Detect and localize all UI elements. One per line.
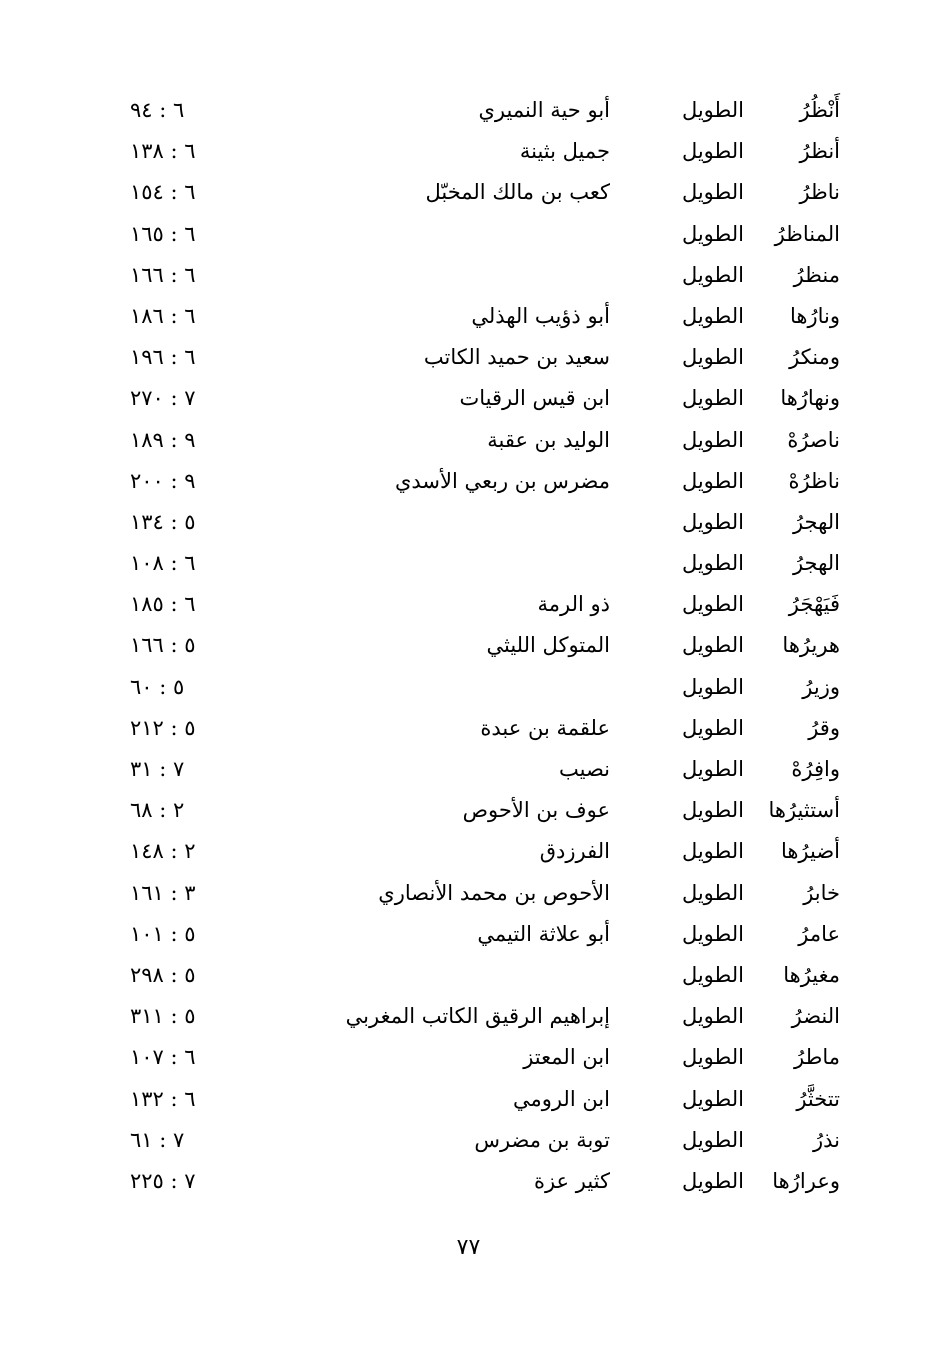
meter-name: الطويل: [681, 386, 744, 411]
index-row: [120, 627, 840, 668]
meter-name: الطويل: [681, 1086, 744, 1111]
volume-page-ref: ٧ : ٣١: [130, 757, 185, 781]
volume-page-ref: ٥ : ١٦٦: [130, 633, 196, 658]
index-row: [120, 545, 840, 586]
volume-page-ref: ٥ : ١٣٤: [130, 509, 196, 534]
volume-page-ref: ٩ : ١٨٩: [130, 427, 196, 452]
volume-page-ref: ٧ : ٢٧٠: [130, 386, 196, 411]
rhyme-word: ناظرُهْ: [788, 468, 840, 493]
volume-page-ref: ٦ : ١٠٧: [130, 1045, 196, 1070]
poet-name: نصيب: [558, 757, 610, 781]
meter-name: الطويل: [681, 180, 744, 205]
poet-name: ذو الرمة: [537, 592, 610, 617]
rhyme-word: نذرُ: [812, 1127, 840, 1152]
rhyme-word: الهجرُ: [792, 509, 840, 534]
volume-page-ref: ٦ : ١٠٨: [130, 551, 196, 576]
meter-name: الطويل: [681, 798, 744, 823]
meter-name: الطويل: [681, 633, 744, 658]
rhyme-word: هريرُها: [782, 633, 840, 658]
poet-name: علقمة بن عبدة: [480, 715, 610, 740]
rhyme-word: ونارُها: [790, 303, 840, 328]
volume-page-ref: ٦ : ١٣٨: [130, 139, 196, 164]
rhyme-word: النضرُ: [791, 1004, 840, 1029]
rhyme-word: أَنْظُرُ: [799, 98, 840, 122]
poet-name: مضرس بن ربعي الأسدي: [394, 468, 610, 493]
index-row: [120, 792, 840, 833]
index-row: [120, 257, 840, 298]
poet-name: الفرزدق: [539, 839, 610, 864]
poet-name: ابن قيس الرقيات: [459, 386, 610, 411]
volume-page-ref: ٣ : ١٦١: [130, 880, 196, 905]
meter-name: الطويل: [681, 345, 744, 370]
meter-name: الطويل: [681, 1004, 744, 1029]
index-row: [120, 463, 840, 504]
volume-page-ref: ٦ : ١٨٥: [130, 592, 196, 617]
rhyme-word: ونهارُها: [780, 386, 840, 411]
index-row: [120, 875, 840, 916]
meter-name: الطويل: [681, 1168, 744, 1193]
meter-name: الطويل: [681, 98, 744, 122]
volume-page-ref: ٥ : ٣١١: [130, 1004, 196, 1029]
index-row: [120, 1081, 840, 1122]
meter-name: الطويل: [681, 551, 744, 576]
poet-name: كعب بن مالك المخبّل: [425, 180, 610, 205]
rhyme-word: مغيرُها: [783, 962, 840, 987]
meter-name: الطويل: [681, 880, 744, 905]
poet-name: كثير عزة: [533, 1168, 610, 1193]
rhyme-word: منظرُ: [793, 262, 840, 287]
index-row: [120, 998, 840, 1039]
poet-name: المتوكل الليثي: [486, 633, 610, 658]
volume-page-ref: ٦ : ٩٤: [130, 98, 185, 122]
volume-page-ref: ٢ : ١٤٨: [130, 839, 196, 864]
meter-name: الطويل: [681, 674, 744, 699]
index-row: [120, 216, 840, 257]
rhyme-word: المناظرُ: [774, 221, 840, 246]
rhyme-word: خابرُ: [803, 880, 840, 905]
volume-page-ref: ٥ : ٢١٢: [130, 715, 196, 740]
meter-name: الطويل: [681, 303, 744, 328]
index-row: [120, 92, 840, 133]
meter-name: الطويل: [681, 262, 744, 287]
volume-page-ref: ٥ : ١٠١: [130, 921, 196, 946]
index-row: [120, 504, 840, 545]
meter-name: الطويل: [681, 715, 744, 740]
volume-page-ref: ٧ : ٦١: [130, 1127, 185, 1152]
rhyme-word: أضيرُها: [780, 839, 840, 864]
index-row: [120, 669, 840, 710]
meter-name: الطويل: [681, 962, 744, 987]
volume-page-ref: ٦ : ١٦٦: [130, 262, 196, 287]
poet-name: عوف بن الأحوص: [462, 798, 610, 823]
index-row: [120, 174, 840, 215]
volume-page-ref: ٢ : ٦٨: [130, 798, 185, 823]
volume-page-ref: ٦ : ١٥٤: [130, 180, 196, 205]
volume-page-ref: ٦ : ١٩٦: [130, 345, 196, 370]
index-row: [120, 133, 840, 174]
volume-page-ref: ٧ : ٢٢٥: [130, 1168, 196, 1193]
poet-name: توبة بن مضرس: [474, 1127, 610, 1152]
poet-name: جميل بثينة: [519, 139, 610, 164]
rhyme-word: أنظرُ: [799, 139, 840, 164]
poet-name: الوليد بن عقبة: [487, 427, 610, 452]
rhyme-word: أستثيرُها: [768, 798, 840, 823]
rhyme-word: وزيرُ: [802, 674, 840, 699]
meter-name: الطويل: [681, 757, 744, 781]
meter-name: الطويل: [681, 139, 744, 164]
rhyme-word: وقرُ: [808, 715, 840, 740]
index-row: [120, 422, 840, 463]
rhyme-word: ناصرُهْ: [787, 427, 840, 452]
meter-name: الطويل: [681, 427, 744, 452]
poet-name: أبو علاثة التيمي: [477, 921, 610, 946]
rhyme-word: ماطرُ: [794, 1045, 840, 1070]
index-row: [120, 916, 840, 957]
poet-name: ابن المعتز: [523, 1045, 610, 1070]
poet-name: أبو حية النميري: [478, 98, 610, 122]
index-row: [120, 339, 840, 380]
poet-name: الأحوص بن محمد الأنصاري: [378, 880, 610, 905]
poet-name: ابن الرومي: [512, 1086, 610, 1111]
poet-name: أبو ذؤيب الهذلي: [471, 303, 610, 328]
index-row: [120, 710, 840, 751]
meter-name: الطويل: [681, 1045, 744, 1070]
meter-name: الطويل: [681, 921, 744, 946]
meter-name: الطويل: [681, 839, 744, 864]
volume-page-ref: ٥ : ٦٠: [130, 674, 185, 699]
index-row: [120, 1122, 840, 1163]
index-row: [120, 298, 840, 339]
meter-name: الطويل: [681, 509, 744, 534]
index-row: [120, 957, 840, 998]
rhyme-word: وافِرُهْ: [791, 757, 840, 781]
page-number: ٧٧: [456, 1235, 481, 1260]
rhyme-word: فَيَهْجَرُ: [788, 592, 840, 617]
index-row: [120, 751, 840, 792]
volume-page-ref: ٦ : ١٨٦: [130, 303, 196, 328]
index-row: [120, 380, 840, 421]
poetry-index-table: [120, 92, 840, 1204]
rhyme-word: ومنكرُ: [789, 345, 840, 370]
poet-name: سعيد بن حميد الكاتب: [423, 345, 610, 370]
volume-page-ref: ٥ : ٢٩٨: [130, 962, 196, 987]
volume-page-ref: ٦ : ١٣٢: [130, 1086, 196, 1111]
volume-page-ref: ٦ : ١٦٥: [130, 221, 196, 246]
poet-name: إبراهيم الرقيق الكاتب المغربي: [345, 1004, 610, 1029]
volume-page-ref: ٩ : ٢٠٠: [130, 468, 196, 493]
rhyme-word: عامرُ: [798, 921, 840, 946]
rhyme-word: ناظرُ: [799, 180, 840, 205]
meter-name: الطويل: [681, 221, 744, 246]
index-row: [120, 833, 840, 874]
rhyme-word: الهجرُ: [792, 551, 840, 576]
rhyme-word: تتخثَّرُ: [796, 1086, 840, 1111]
index-row: [120, 586, 840, 627]
index-row: [120, 1039, 840, 1080]
index-row: [120, 1163, 840, 1204]
meter-name: الطويل: [681, 1127, 744, 1152]
meter-name: الطويل: [681, 592, 744, 617]
meter-name: الطويل: [681, 468, 744, 493]
rhyme-word: وعرارُها: [772, 1168, 840, 1193]
